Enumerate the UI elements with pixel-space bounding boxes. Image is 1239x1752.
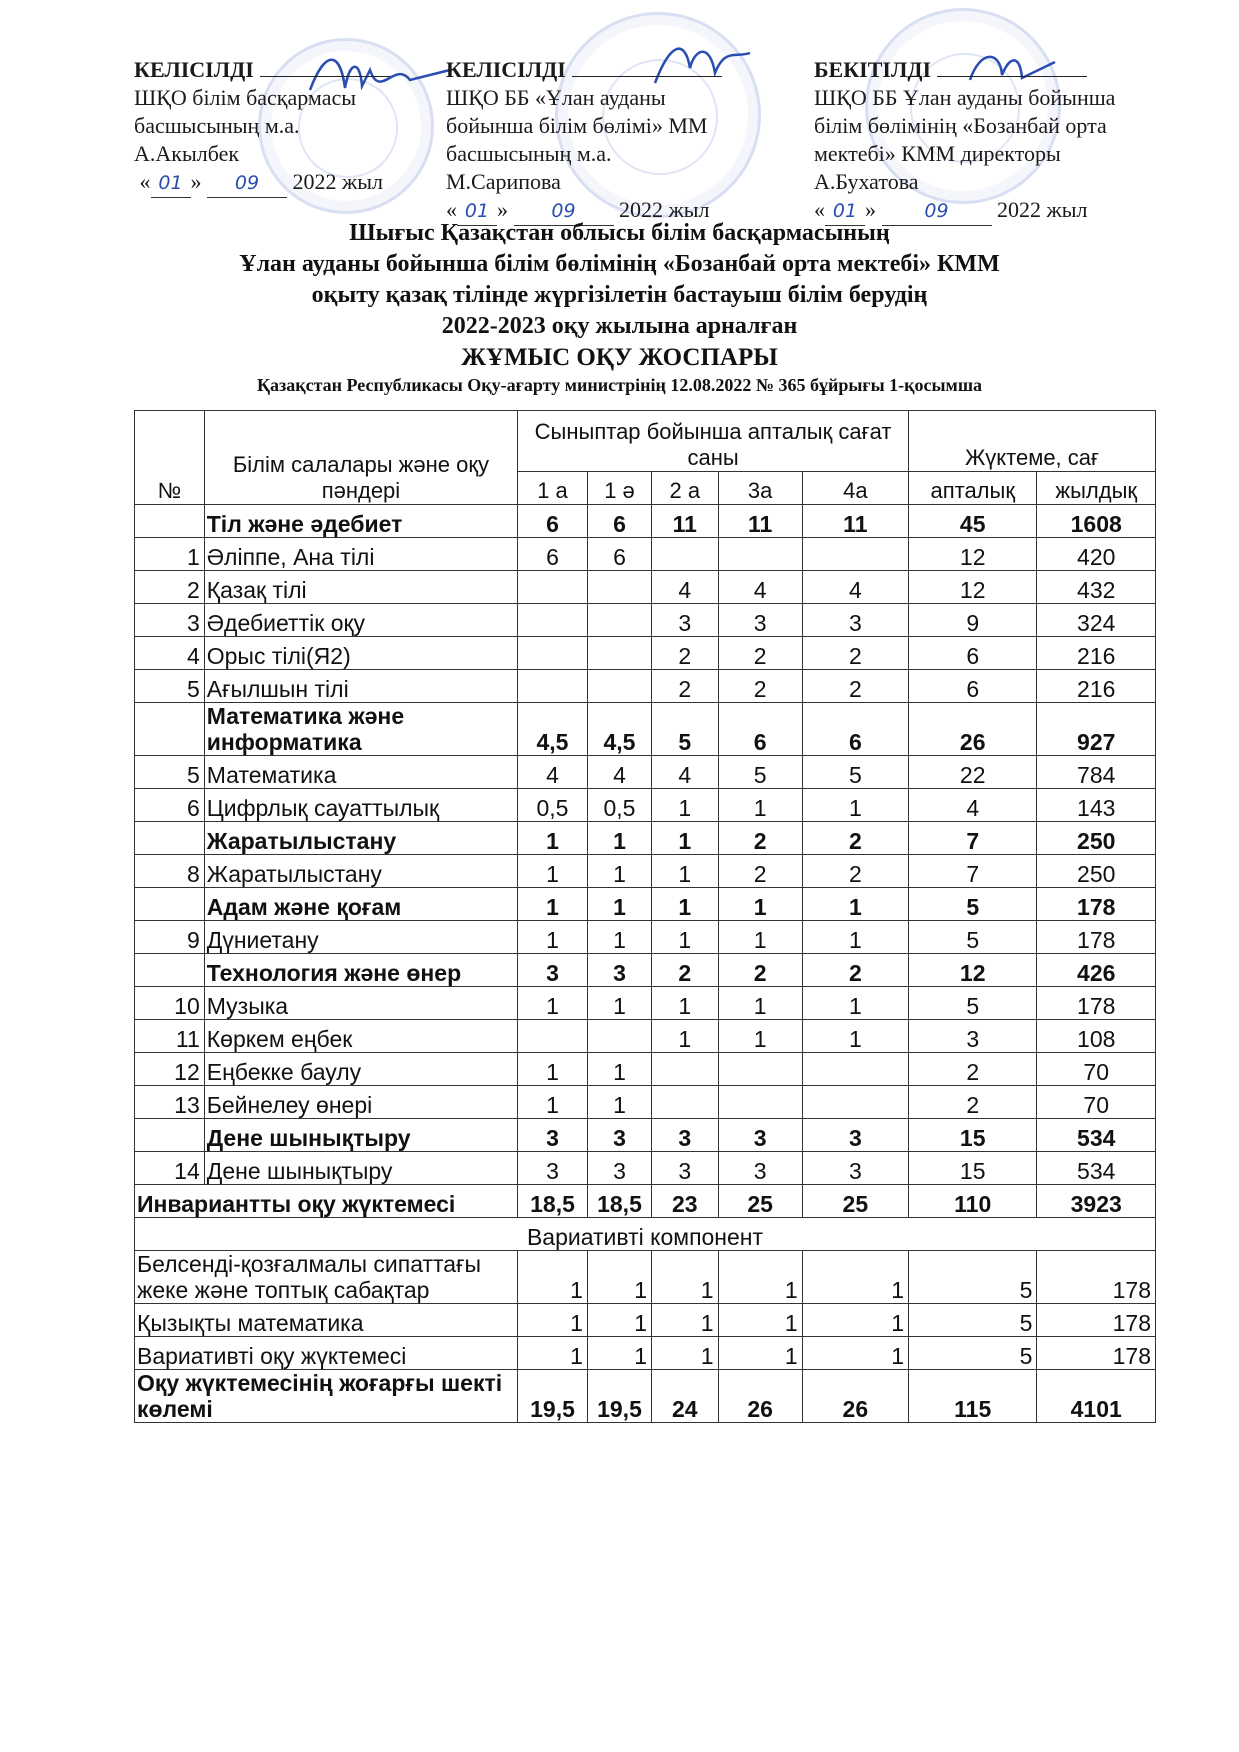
variative-label: Қызықты математика	[135, 1304, 518, 1337]
class-hours-cell: 26	[718, 1370, 802, 1423]
class-hours-cell: 1	[652, 888, 718, 921]
approval-line: мектебі» КММ директоры	[814, 141, 1061, 166]
subject-row	[135, 1053, 1156, 1086]
class-hours-cell: 18,5	[518, 1185, 588, 1218]
row-number	[135, 703, 205, 756]
document-main-title: ЖҰМЫС ОҚУ ЖОСПАРЫ	[461, 344, 778, 371]
class-hours-cell: 1	[518, 987, 588, 1020]
class-hours-cell: 4	[652, 571, 718, 604]
yearly-load-cell: 216	[1037, 637, 1156, 670]
class-hours-cell: 1	[518, 888, 588, 921]
approval-line: ШҚО ББ «Ұлан ауданы	[446, 85, 666, 110]
class-hours-cell: 3	[652, 1152, 718, 1185]
approval-line: ШҚО ББ Ұлан ауданы бойынша	[814, 85, 1116, 110]
row-number: 2	[135, 571, 205, 604]
banner-cell: Вариативті компонент	[135, 1218, 1156, 1251]
class-hours-cell: 25	[802, 1185, 908, 1218]
class-hours-cell: 6	[802, 703, 908, 756]
row-number: 5	[135, 670, 205, 703]
class-hours-cell: 1	[587, 855, 651, 888]
weekly-load-cell: 115	[909, 1370, 1037, 1423]
class-hours-cell: 18,5	[587, 1185, 651, 1218]
row-number	[135, 1119, 205, 1152]
row-number: 12	[135, 1053, 205, 1086]
weekly-load-cell: 5	[909, 1304, 1037, 1337]
header-class: 1 ә	[587, 472, 651, 505]
subject-row	[135, 987, 1156, 1020]
class-hours-cell: 1	[718, 1304, 802, 1337]
class-hours-cell	[587, 571, 651, 604]
class-hours-cell: 1	[652, 1304, 718, 1337]
header-class: 2 а	[652, 472, 718, 505]
subject-row	[135, 604, 1156, 637]
weekly-load-cell: 7	[909, 822, 1037, 855]
yearly-load-cell: 420	[1037, 538, 1156, 571]
yearly-load-cell: 70	[1037, 1086, 1156, 1119]
approval-block-1	[134, 56, 390, 198]
approval-line: А.Бухатова	[814, 169, 919, 194]
subject-row	[135, 1020, 1156, 1053]
weekly-load-cell: 2	[909, 1053, 1037, 1086]
weekly-load-cell: 12	[909, 954, 1037, 987]
class-hours-cell: 1	[518, 921, 588, 954]
yearly-load-cell: 3923	[1037, 1185, 1156, 1218]
yearly-load-cell: 927	[1037, 703, 1156, 756]
title-line: 2022-2023 оқу жылына арналған	[441, 313, 798, 339]
class-hours-cell: 2	[802, 670, 908, 703]
weekly-load-cell: 5	[909, 888, 1037, 921]
class-hours-cell: 1	[652, 789, 718, 822]
approval-date: « 01 » 09 2022 жыл	[446, 196, 722, 226]
subject-name: Қазақ тілі	[204, 571, 517, 604]
section-row	[135, 888, 1156, 921]
weekly-load-cell: 45	[909, 505, 1037, 538]
total-row	[135, 1370, 1156, 1423]
weekly-load-cell: 15	[909, 1119, 1037, 1152]
total-label: Инвариантты оқу жүктемесі	[135, 1185, 518, 1218]
yearly-load-cell: 108	[1037, 1020, 1156, 1053]
header-load-group: Жүктеме, сағ	[909, 411, 1156, 472]
class-hours-cell	[652, 1086, 718, 1119]
class-hours-cell: 4,5	[518, 703, 588, 756]
class-hours-cell: 1	[518, 1304, 588, 1337]
weekly-load-cell: 22	[909, 756, 1037, 789]
class-hours-cell: 1	[718, 921, 802, 954]
yearly-load-cell: 178	[1037, 1251, 1156, 1304]
class-hours-cell: 4	[802, 571, 908, 604]
weekly-load-cell: 5	[909, 987, 1037, 1020]
subject-row	[135, 1152, 1156, 1185]
weekly-load-cell: 2	[909, 1086, 1037, 1119]
subject-row	[135, 789, 1156, 822]
weekly-load-cell: 7	[909, 855, 1037, 888]
table-header-row	[135, 411, 1156, 472]
class-hours-cell: 0,5	[518, 789, 588, 822]
class-hours-cell: 2	[802, 637, 908, 670]
class-hours-cell: 1	[518, 822, 588, 855]
class-hours-cell	[587, 637, 651, 670]
document-title-block	[0, 218, 1239, 397]
class-hours-cell	[587, 670, 651, 703]
subject-row	[135, 1086, 1156, 1119]
row-number: 13	[135, 1086, 205, 1119]
class-hours-cell: 5	[802, 756, 908, 789]
class-hours-cell: 1	[587, 1251, 651, 1304]
class-hours-cell	[587, 604, 651, 637]
approval-line: А.Акылбек	[134, 141, 240, 166]
approval-line: бойынша білім бөлімі» ММ	[446, 113, 708, 138]
yearly-load-cell: 178	[1037, 888, 1156, 921]
class-hours-cell: 1	[802, 1304, 908, 1337]
class-hours-cell: 6	[518, 538, 588, 571]
subject-name: Дүниетану	[204, 921, 517, 954]
class-hours-cell: 1	[652, 1020, 718, 1053]
class-hours-cell: 1	[518, 1251, 588, 1304]
class-hours-cell: 1	[587, 888, 651, 921]
class-hours-cell: 1	[802, 789, 908, 822]
class-hours-cell: 0,5	[587, 789, 651, 822]
row-number: 1	[135, 538, 205, 571]
variative-row	[135, 1337, 1156, 1370]
approval-date: « 01 » 09 2022 жыл	[134, 168, 390, 198]
yearly-load-cell: 216	[1037, 670, 1156, 703]
class-hours-cell: 6	[587, 505, 651, 538]
class-hours-cell: 2	[718, 637, 802, 670]
variative-label: Белсенді-қозғалмалы сипаттағы жеке және топтық сабақтар	[135, 1251, 518, 1304]
approval-line: М.Сарипова	[446, 169, 561, 194]
class-hours-cell: 1	[652, 855, 718, 888]
weekly-load-cell: 26	[909, 703, 1037, 756]
subject-name: Әліппе, Ана тілі	[204, 538, 517, 571]
class-hours-cell: 1	[652, 822, 718, 855]
class-hours-cell: 26	[802, 1370, 908, 1423]
yearly-load-cell: 324	[1037, 604, 1156, 637]
row-number: 6	[135, 789, 205, 822]
class-hours-cell: 11	[718, 505, 802, 538]
class-hours-cell: 1	[652, 1251, 718, 1304]
class-hours-cell: 2	[718, 670, 802, 703]
class-hours-cell: 2	[652, 670, 718, 703]
class-hours-cell	[718, 1053, 802, 1086]
yearly-load-cell: 143	[1037, 789, 1156, 822]
weekly-load-cell: 110	[909, 1185, 1037, 1218]
weekly-load-cell: 9	[909, 604, 1037, 637]
class-hours-cell: 3	[518, 1152, 588, 1185]
header-subjects: Білім салалары және оқу пәндері	[204, 411, 517, 505]
class-hours-cell: 1	[587, 921, 651, 954]
class-hours-cell: 2	[802, 954, 908, 987]
row-number	[135, 888, 205, 921]
class-hours-cell: 19,5	[587, 1370, 651, 1423]
class-hours-cell: 1	[518, 855, 588, 888]
row-number	[135, 822, 205, 855]
variative-label: Вариативті оқу жүктемесі	[135, 1337, 518, 1370]
subject-row	[135, 571, 1156, 604]
class-hours-cell: 4,5	[587, 703, 651, 756]
class-hours-cell: 1	[802, 888, 908, 921]
class-hours-cell: 6	[587, 538, 651, 571]
section-row	[135, 822, 1156, 855]
yearly-load-cell: 178	[1037, 987, 1156, 1020]
yearly-load-cell: 426	[1037, 954, 1156, 987]
yearly-load-cell: 70	[1037, 1053, 1156, 1086]
row-number: 4	[135, 637, 205, 670]
subject-row	[135, 855, 1156, 888]
class-hours-cell: 1	[718, 1337, 802, 1370]
yearly-load-cell: 432	[1037, 571, 1156, 604]
class-hours-cell	[652, 538, 718, 571]
row-number: 14	[135, 1152, 205, 1185]
class-hours-cell	[718, 1086, 802, 1119]
class-hours-cell: 1	[587, 1086, 651, 1119]
class-hours-cell	[518, 571, 588, 604]
yearly-load-cell: 534	[1037, 1119, 1156, 1152]
class-hours-cell: 2	[652, 637, 718, 670]
class-hours-cell: 3	[718, 1119, 802, 1152]
row-number: 10	[135, 987, 205, 1020]
class-hours-cell	[518, 604, 588, 637]
document-subtitle: Қазақстан Республикасы Оқу-ағарту министрінің 12.08.2022 № 365 бұйрығы 1-қосымша	[256, 375, 983, 395]
class-hours-cell: 3	[718, 1152, 802, 1185]
class-hours-cell: 3	[802, 1119, 908, 1152]
section-name: Дене шынықтыру	[204, 1119, 517, 1152]
yearly-load-cell: 1608	[1037, 505, 1156, 538]
section-row	[135, 505, 1156, 538]
class-hours-cell: 5	[652, 703, 718, 756]
subject-name: Көркем еңбек	[204, 1020, 517, 1053]
class-hours-cell: 4	[518, 756, 588, 789]
class-hours-cell: 4	[587, 756, 651, 789]
class-hours-cell: 1	[518, 1053, 588, 1086]
weekly-load-cell: 5	[909, 921, 1037, 954]
weekly-load-cell: 6	[909, 637, 1037, 670]
header-load-yearly: жылдық	[1037, 472, 1156, 505]
title-line: оқыту қазақ тілінде жүргізілетін бастауыш білім берудің	[311, 282, 928, 308]
class-hours-cell: 6	[718, 703, 802, 756]
header-classes-group: Сыныптар бойынша апталық сағат саны	[518, 411, 909, 472]
weekly-load-cell: 3	[909, 1020, 1037, 1053]
row-number: 8	[135, 855, 205, 888]
subject-name: Математика	[204, 756, 517, 789]
curriculum-table	[134, 410, 1156, 1423]
class-hours-cell: 1	[802, 921, 908, 954]
class-hours-cell: 1	[718, 1020, 802, 1053]
class-hours-cell: 1	[802, 1337, 908, 1370]
weekly-load-cell: 5	[909, 1251, 1037, 1304]
class-hours-cell: 3	[652, 604, 718, 637]
class-hours-cell: 2	[718, 855, 802, 888]
header-class: 3а	[718, 472, 802, 505]
class-hours-cell: 24	[652, 1370, 718, 1423]
yearly-load-cell: 784	[1037, 756, 1156, 789]
row-number: 11	[135, 1020, 205, 1053]
section-name: Тіл және әдебиет	[204, 505, 517, 538]
header-load-weekly: апталық	[909, 472, 1037, 505]
subject-name: Цифрлық сауаттылық	[204, 789, 517, 822]
section-row	[135, 1119, 1156, 1152]
subject-name: Ағылшын тілі	[204, 670, 517, 703]
class-hours-cell: 23	[652, 1185, 718, 1218]
yearly-load-cell: 178	[1037, 921, 1156, 954]
class-hours-cell: 1	[718, 888, 802, 921]
weekly-load-cell: 12	[909, 571, 1037, 604]
section-name: Технология және өнер	[204, 954, 517, 987]
weekly-load-cell: 12	[909, 538, 1037, 571]
class-hours-cell: 1	[518, 1086, 588, 1119]
class-hours-cell: 1	[802, 1020, 908, 1053]
approval-line: білім бөлімінің «Бозанбай орта	[814, 113, 1107, 138]
class-hours-cell: 1	[587, 987, 651, 1020]
class-hours-cell: 3	[802, 1152, 908, 1185]
class-hours-cell: 19,5	[518, 1370, 588, 1423]
class-hours-cell: 3	[718, 604, 802, 637]
class-hours-cell: 1	[652, 921, 718, 954]
class-hours-cell: 1	[587, 1304, 651, 1337]
approval-line: басшысының м.а.	[134, 113, 300, 138]
class-hours-cell: 1	[587, 822, 651, 855]
section-row	[135, 954, 1156, 987]
class-hours-cell: 1	[652, 1337, 718, 1370]
class-hours-cell: 2	[802, 822, 908, 855]
class-hours-cell: 2	[652, 954, 718, 987]
section-name: Математика және информатика	[204, 703, 517, 756]
total-label: Оқу жүктемесінің жоғарғы шекті көлемі	[135, 1370, 518, 1423]
class-hours-cell	[518, 637, 588, 670]
subject-row	[135, 756, 1156, 789]
variative-row	[135, 1251, 1156, 1304]
class-hours-cell: 2	[802, 855, 908, 888]
weekly-load-cell: 15	[909, 1152, 1037, 1185]
header-class: 4а	[802, 472, 908, 505]
yearly-load-cell: 250	[1037, 855, 1156, 888]
subject-name: Бейнелеу өнері	[204, 1086, 517, 1119]
yearly-load-cell: 178	[1037, 1337, 1156, 1370]
class-hours-cell: 1	[587, 1337, 651, 1370]
subject-row	[135, 670, 1156, 703]
class-hours-cell	[652, 1053, 718, 1086]
header-num: №	[135, 411, 205, 505]
section-name: Жаратылыстану	[204, 822, 517, 855]
class-hours-cell: 2	[718, 822, 802, 855]
yearly-load-cell: 250	[1037, 822, 1156, 855]
class-hours-cell	[518, 1020, 588, 1053]
row-number: 9	[135, 921, 205, 954]
subject-row	[135, 921, 1156, 954]
yearly-load-cell: 4101	[1037, 1370, 1156, 1423]
class-hours-cell: 1	[718, 789, 802, 822]
subject-name: Музыка	[204, 987, 517, 1020]
variative-row	[135, 1304, 1156, 1337]
title-line: Шығыс Қазақстан облысы білім басқармасының	[349, 220, 890, 246]
class-hours-cell: 3	[652, 1119, 718, 1152]
class-hours-cell: 3	[587, 1119, 651, 1152]
yearly-load-cell: 534	[1037, 1152, 1156, 1185]
class-hours-cell: 1	[718, 1251, 802, 1304]
approval-line: ШҚО білім басқармасы	[134, 85, 356, 110]
class-hours-cell: 4	[652, 756, 718, 789]
class-hours-cell: 11	[802, 505, 908, 538]
class-hours-cell: 25	[718, 1185, 802, 1218]
approval-block-3	[814, 56, 1115, 226]
class-hours-cell: 1	[652, 987, 718, 1020]
approval-block-2	[446, 56, 722, 226]
row-number: 3	[135, 604, 205, 637]
weekly-load-cell: 5	[909, 1337, 1037, 1370]
class-hours-cell: 5	[718, 756, 802, 789]
class-hours-cell: 1	[587, 1053, 651, 1086]
class-hours-cell: 2	[718, 954, 802, 987]
class-hours-cell: 3	[518, 954, 588, 987]
class-hours-cell: 6	[518, 505, 588, 538]
approval-date: « 01 » 09 2022 жыл	[814, 196, 1115, 226]
class-hours-cell: 1	[518, 1337, 588, 1370]
header-class: 1 а	[518, 472, 588, 505]
row-number	[135, 505, 205, 538]
section-row	[135, 703, 1156, 756]
class-hours-cell: 3	[518, 1119, 588, 1152]
title-line: Ұлан ауданы бойынша білім бөлімінің «Бозанбай орта мектебі» КММ	[239, 251, 1000, 277]
class-hours-cell	[518, 670, 588, 703]
class-hours-cell	[718, 538, 802, 571]
class-hours-cell: 11	[652, 505, 718, 538]
class-hours-cell: 1	[718, 987, 802, 1020]
subject-name: Орыс тілі(Я2)	[204, 637, 517, 670]
section-banner-row	[135, 1218, 1156, 1251]
class-hours-cell: 4	[718, 571, 802, 604]
class-hours-cell: 3	[802, 604, 908, 637]
weekly-load-cell: 6	[909, 670, 1037, 703]
subject-name: Әдебиеттік оқу	[204, 604, 517, 637]
subject-row	[135, 637, 1156, 670]
class-hours-cell	[802, 1053, 908, 1086]
section-name: Адам және қоғам	[204, 888, 517, 921]
subject-name: Жаратылыстану	[204, 855, 517, 888]
approval-heading: КЕЛІСІЛДІ	[446, 56, 722, 84]
approval-line: басшысының м.а.	[446, 141, 612, 166]
class-hours-cell	[802, 538, 908, 571]
yearly-load-cell: 178	[1037, 1304, 1156, 1337]
class-hours-cell	[802, 1086, 908, 1119]
class-hours-cell: 3	[587, 954, 651, 987]
class-hours-cell	[587, 1020, 651, 1053]
class-hours-cell: 3	[587, 1152, 651, 1185]
subject-row	[135, 538, 1156, 571]
weekly-load-cell: 4	[909, 789, 1037, 822]
class-hours-cell: 1	[802, 1251, 908, 1304]
approval-heading: КЕЛІСІЛДІ	[134, 56, 390, 84]
total-row	[135, 1185, 1156, 1218]
row-number: 5	[135, 756, 205, 789]
class-hours-cell: 1	[802, 987, 908, 1020]
subject-name: Дене шынықтыру	[204, 1152, 517, 1185]
approval-heading: БЕКІТІЛДІ	[814, 56, 1115, 84]
subject-name: Еңбекке баулу	[204, 1053, 517, 1086]
row-number	[135, 954, 205, 987]
